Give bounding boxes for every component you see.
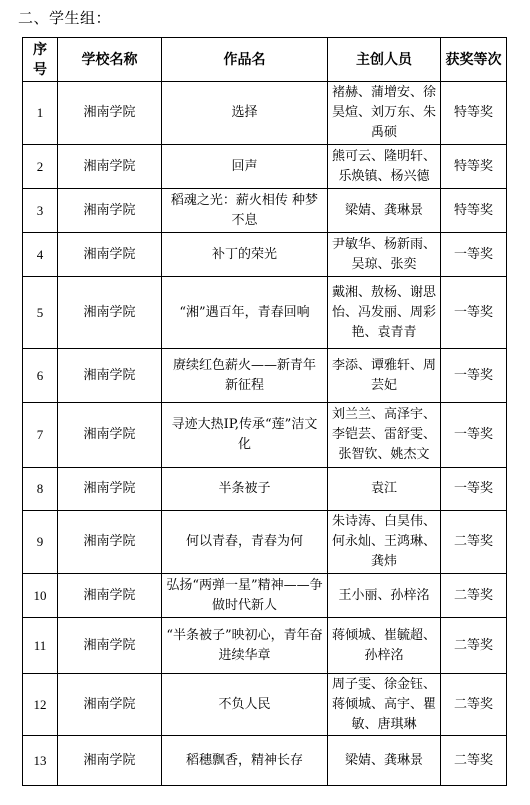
row-school: 湘南学院 — [58, 403, 162, 468]
header-index: 序号 — [23, 38, 58, 82]
row-index: 7 — [23, 403, 58, 468]
row-creators: 熊可云、隆明轩、乐焕镇、杨兴德 — [328, 145, 441, 189]
row-award: 二等奖 — [441, 574, 507, 618]
row-work: 何以青春，青春为何 — [162, 511, 328, 574]
table-row — [23, 574, 507, 618]
row-work: 不负人民 — [162, 674, 328, 736]
row-award: 特等奖 — [441, 145, 507, 189]
row-creators: 戴湘、敖杨、谢思怡、冯发丽、周彩艳、袁青青 — [328, 277, 441, 349]
row-work: “半条被子”映初心，青年奋进续华章 — [162, 618, 328, 674]
header-creators: 主创人员 — [328, 38, 441, 82]
table-row — [23, 618, 507, 674]
row-work: 稻穗飘香，精神长存 — [162, 736, 328, 786]
row-work: 寻迹大热IP,传承“莲”洁文化 — [162, 403, 328, 468]
row-award: 一等奖 — [441, 277, 507, 349]
row-school: 湘南学院 — [58, 233, 162, 277]
row-award: 二等奖 — [441, 511, 507, 574]
table-row — [23, 349, 507, 403]
header-work: 作品名 — [162, 38, 328, 82]
row-index: 5 — [23, 277, 58, 349]
row-work: 回声 — [162, 145, 328, 189]
table-row — [23, 277, 507, 349]
row-index: 6 — [23, 349, 58, 403]
table-header-row — [23, 38, 507, 82]
row-award: 一等奖 — [441, 468, 507, 511]
awards-table — [22, 37, 507, 786]
row-work: “湘”遇百年，青春回响 — [162, 277, 328, 349]
row-index: 12 — [23, 674, 58, 736]
row-creators: 李添、谭雅轩、周芸妃 — [328, 349, 441, 403]
row-award: 二等奖 — [441, 736, 507, 786]
header-school: 学校名称 — [58, 38, 162, 82]
row-school: 湘南学院 — [58, 511, 162, 574]
row-index: 9 — [23, 511, 58, 574]
row-creators: 梁婧、龚琳景 — [328, 736, 441, 786]
row-school: 湘南学院 — [58, 574, 162, 618]
row-award: 一等奖 — [441, 233, 507, 277]
row-school: 湘南学院 — [58, 145, 162, 189]
row-school: 湘南学院 — [58, 82, 162, 145]
row-index: 11 — [23, 618, 58, 674]
row-creators: 褚赫、蒲增安、徐昊煊、刘万东、朱禹硕 — [328, 82, 441, 145]
row-award: 特等奖 — [441, 82, 507, 145]
row-index: 1 — [23, 82, 58, 145]
row-index: 2 — [23, 145, 58, 189]
row-school: 湘南学院 — [58, 618, 162, 674]
row-work: 半条被子 — [162, 468, 328, 511]
row-index: 10 — [23, 574, 58, 618]
header-award: 获奖等次 — [441, 38, 507, 82]
row-creators: 朱诗涛、白昊伟、何永灿、王鸿琳、龚炜 — [328, 511, 441, 574]
table-row — [23, 674, 507, 736]
row-school: 湘南学院 — [58, 674, 162, 736]
table-row — [23, 233, 507, 277]
row-award: 二等奖 — [441, 674, 507, 736]
section-heading: 二、学生组： — [18, 9, 112, 27]
table-row — [23, 468, 507, 511]
row-work: 赓续红色薪火——新青年 新征程 — [162, 349, 328, 403]
table-row — [23, 189, 507, 233]
row-index: 13 — [23, 736, 58, 786]
row-school: 湘南学院 — [58, 468, 162, 511]
row-work: 弘扬“两弹一星”精神——争做时代新人 — [162, 574, 328, 618]
row-creators: 袁江 — [328, 468, 441, 511]
row-index: 3 — [23, 189, 58, 233]
row-school: 湘南学院 — [58, 277, 162, 349]
table-row — [23, 403, 507, 468]
table-row — [23, 82, 507, 145]
row-work: 稻魂之光：薪火相传 种梦不息 — [162, 189, 328, 233]
row-school: 湘南学院 — [58, 349, 162, 403]
table-row — [23, 736, 507, 786]
row-creators: 王小丽、孙梓洺 — [328, 574, 441, 618]
table-row — [23, 511, 507, 574]
row-creators: 蒋倾城、崔毓超、孙梓洺 — [328, 618, 441, 674]
row-school: 湘南学院 — [58, 736, 162, 786]
row-work: 补丁的荣光 — [162, 233, 328, 277]
row-creators: 刘兰兰、高泽宇、李铠芸、雷舒雯、张智钦、姚杰文 — [328, 403, 441, 468]
row-creators: 梁婧、龚琳景 — [328, 189, 441, 233]
row-award: 一等奖 — [441, 349, 507, 403]
row-index: 8 — [23, 468, 58, 511]
row-award: 特等奖 — [441, 189, 507, 233]
row-creators: 尹敏华、杨新雨、吴琼、张奕 — [328, 233, 441, 277]
row-index: 4 — [23, 233, 58, 277]
row-school: 湘南学院 — [58, 189, 162, 233]
row-award: 二等奖 — [441, 618, 507, 674]
row-award: 一等奖 — [441, 403, 507, 468]
row-work: 选择 — [162, 82, 328, 145]
table-row — [23, 145, 507, 189]
row-creators: 周子雯、徐金钰、蒋倾城、高宇、瞿敏、唐琪琳 — [328, 674, 441, 736]
